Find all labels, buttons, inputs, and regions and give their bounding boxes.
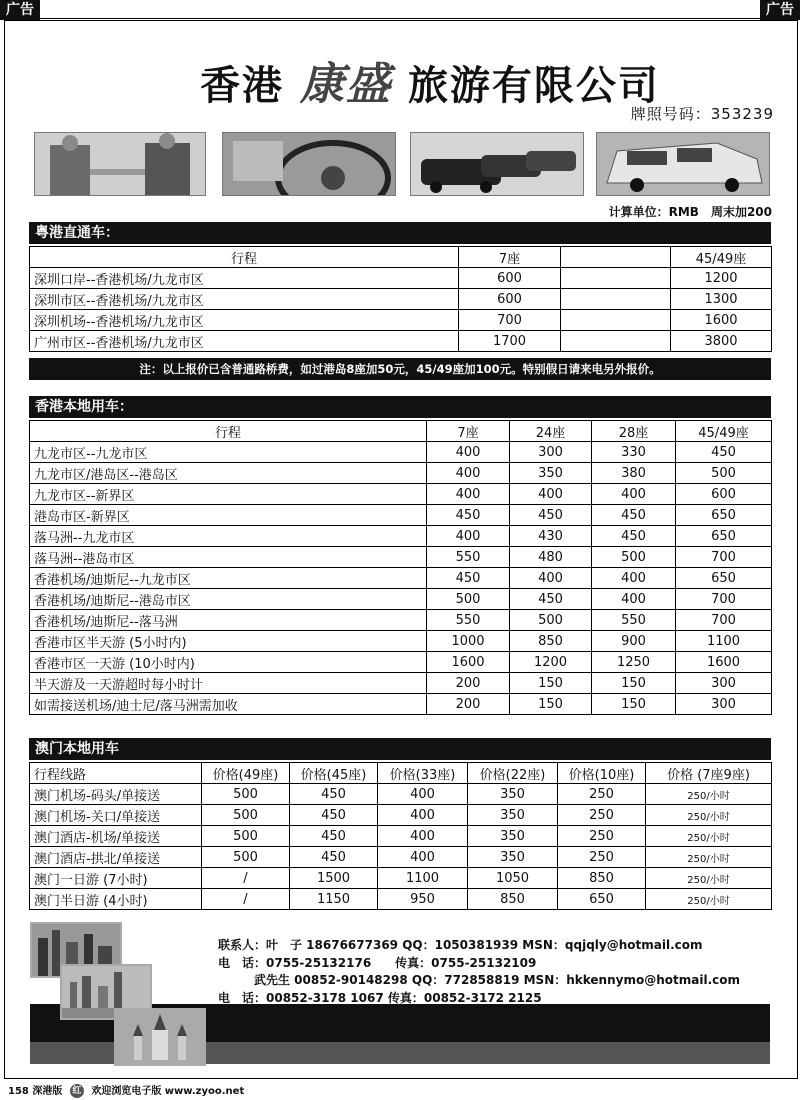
- gy-note: 注：以上报价已含普通路桥费，如过港岛8座加50元，45/49座加100元。特别假日请来电另外报价。: [29, 358, 771, 380]
- hk-section-title: 香港本地用车：: [29, 396, 771, 418]
- col-header-45: 45/49座: [676, 421, 772, 442]
- col-header-49: 价格(49座): [202, 763, 290, 784]
- price-cell: 850: [510, 631, 592, 652]
- contact-line-4: 电 话：00852-3178 1067 传真：00852-3172 2125: [218, 990, 542, 1005]
- gy-section-title: 粤港直通车：: [29, 222, 771, 244]
- price-cell: 1200: [510, 652, 592, 673]
- route-cell: 澳门酒店-拱北/单接送: [30, 847, 202, 868]
- price-cell: 700: [459, 310, 561, 331]
- edition-badge-icon: 红: [70, 1084, 84, 1098]
- route-cell: 半天游及一天游超时每小时计: [30, 673, 427, 694]
- footer-website: 欢迎浏览电子版 www.zyoo.net: [91, 1086, 245, 1097]
- table-row: [30, 289, 772, 310]
- price-cell: 600: [459, 289, 561, 310]
- company-brand: 康盛: [300, 59, 392, 110]
- price-cell: 450: [290, 805, 378, 826]
- price-cell: 250/小时: [646, 868, 772, 889]
- route-cell: 广州市区--香港机场/九龙市区: [30, 331, 459, 352]
- mo-section-title: 澳门本地用车: [29, 738, 771, 760]
- price-cell: 300: [510, 442, 592, 463]
- table-header-row: [30, 247, 772, 268]
- price-cell: 350: [468, 805, 558, 826]
- price-cell: 550: [427, 610, 510, 631]
- col-header-empty: [561, 247, 671, 268]
- col-header-24: 24座: [510, 421, 592, 442]
- table-row: [30, 463, 772, 484]
- ad-tag-right: 广告: [760, 0, 800, 20]
- license-number: 牌照号码：353239: [630, 105, 774, 123]
- price-cell: 250: [558, 805, 646, 826]
- table-row: [30, 673, 772, 694]
- landmark-photos: [30, 922, 210, 1062]
- table-row: [30, 868, 772, 889]
- price-cell: 650: [558, 889, 646, 910]
- price-cell: 150: [510, 673, 592, 694]
- route-cell: 九龙市区/港岛区--港岛区: [30, 463, 427, 484]
- table-row: [30, 484, 772, 505]
- route-cell: 香港市区半天游 (5小时内): [30, 631, 427, 652]
- price-cell: 1100: [676, 631, 772, 652]
- route-cell: 深圳口岸--香港机场/九龙市区: [30, 268, 459, 289]
- price-cell: [561, 310, 671, 331]
- table-row: [30, 442, 772, 463]
- price-cell: 150: [592, 673, 676, 694]
- price-cell: 950: [378, 889, 468, 910]
- price-cell: 550: [427, 547, 510, 568]
- table-row: [30, 889, 772, 910]
- col-header-route: 行程: [30, 421, 427, 442]
- route-cell: 澳门酒店-机场/单接送: [30, 826, 202, 847]
- contact-line-1: 联系人：叶 子 18676677369 QQ：1050381939 MSN：qqjqly@hotmail.com: [218, 938, 703, 952]
- price-cell: 400: [427, 484, 510, 505]
- col-header-7-9: 价格 (7座9座): [646, 763, 772, 784]
- price-cell: 650: [676, 526, 772, 547]
- price-cell: 650: [676, 568, 772, 589]
- price-cell: 300: [676, 694, 772, 715]
- price-cell: 1100: [378, 868, 468, 889]
- route-cell: 澳门机场-码头/单接送: [30, 784, 202, 805]
- price-cell: 650: [676, 505, 772, 526]
- table-row: [30, 652, 772, 673]
- price-cell: 500: [202, 784, 290, 805]
- table-row: [30, 331, 772, 352]
- price-cell: 450: [510, 589, 592, 610]
- price-cell: 400: [592, 568, 676, 589]
- col-header-28: 28座: [592, 421, 676, 442]
- col-header-route: 行程线路: [30, 763, 202, 784]
- photo-strip: [34, 132, 769, 194]
- price-cell: 250/小时: [646, 784, 772, 805]
- price-cell: 250/小时: [646, 847, 772, 868]
- page-footer: [8, 1082, 244, 1098]
- price-cell: 400: [378, 784, 468, 805]
- route-cell: 如需接送机场/迪士尼/落马洲需加收: [30, 694, 427, 715]
- price-cell: 450: [592, 526, 676, 547]
- col-header-45: 45/49座: [671, 247, 772, 268]
- price-cell: 400: [427, 463, 510, 484]
- table-row: [30, 805, 772, 826]
- price-cell: 300: [676, 673, 772, 694]
- mo-price-table: [29, 762, 772, 910]
- route-cell: 深圳市区--香港机场/九龙市区: [30, 289, 459, 310]
- price-cell: 1600: [676, 652, 772, 673]
- edition-label: 深港版: [32, 1086, 63, 1097]
- price-cell: 350: [468, 847, 558, 868]
- route-cell: 落马洲--港岛市区: [30, 547, 427, 568]
- table-row: [30, 568, 772, 589]
- price-cell: 500: [427, 589, 510, 610]
- price-cell: 350: [468, 784, 558, 805]
- price-cell: 250: [558, 847, 646, 868]
- page-number: 158: [8, 1086, 29, 1097]
- table-header-row: [30, 421, 772, 442]
- price-cell: 400: [427, 442, 510, 463]
- price-cell: 450: [290, 826, 378, 847]
- table-row: [30, 847, 772, 868]
- route-cell: 香港机场/迪斯尼--落马洲: [30, 610, 427, 631]
- company-name-post: 旅游有限公司: [407, 63, 660, 109]
- price-cell: 600: [459, 268, 561, 289]
- price-cell: 1700: [459, 331, 561, 352]
- price-cell: 1150: [290, 889, 378, 910]
- route-cell: 澳门机场-关口/单接送: [30, 805, 202, 826]
- table-row: [30, 589, 772, 610]
- hk-price-table: [29, 420, 772, 715]
- price-cell: 200: [427, 694, 510, 715]
- price-cell: 330: [592, 442, 676, 463]
- price-cell: 430: [510, 526, 592, 547]
- handshake-photo: [34, 132, 206, 196]
- col-header-10: 价格(10座): [558, 763, 646, 784]
- table-row: [30, 694, 772, 715]
- top-rule: [0, 18, 800, 19]
- price-cell: 250/小时: [646, 826, 772, 847]
- price-cell: 900: [592, 631, 676, 652]
- price-cell: 400: [510, 484, 592, 505]
- price-cell: [561, 268, 671, 289]
- price-cell: 500: [510, 610, 592, 631]
- gy-price-table: [29, 246, 772, 352]
- price-cell: 850: [558, 868, 646, 889]
- route-cell: 港岛市区-新界区: [30, 505, 427, 526]
- company-name-pre: 香港: [200, 63, 285, 109]
- price-cell: 1600: [671, 310, 772, 331]
- price-cell: 400: [592, 589, 676, 610]
- col-header-22: 价格(22座): [468, 763, 558, 784]
- price-cell: 500: [202, 805, 290, 826]
- steering-wheel-photo: [222, 132, 396, 196]
- price-cell: 700: [676, 589, 772, 610]
- table-row: [30, 310, 772, 331]
- price-cell: 250/小时: [646, 889, 772, 910]
- price-cell: 700: [676, 610, 772, 631]
- col-header-route: 行程: [30, 247, 459, 268]
- col-header-45: 价格(45座): [290, 763, 378, 784]
- price-cell: 380: [592, 463, 676, 484]
- col-header-33: 价格(33座): [378, 763, 468, 784]
- price-cell: 400: [378, 847, 468, 868]
- table-row: [30, 526, 772, 547]
- route-cell: 九龙市区--九龙市区: [30, 442, 427, 463]
- ad-tag-left: 广告: [0, 0, 40, 20]
- price-cell: /: [202, 889, 290, 910]
- price-cell: 250: [558, 826, 646, 847]
- table-row: [30, 631, 772, 652]
- price-cell: 450: [427, 568, 510, 589]
- price-cell: 450: [510, 505, 592, 526]
- price-cell: 400: [427, 526, 510, 547]
- calc-unit-note: 计算单位：RMB 周末加200: [608, 205, 772, 219]
- price-cell: 3800: [671, 331, 772, 352]
- price-cell: 400: [592, 484, 676, 505]
- contact-block: [218, 937, 740, 1007]
- price-cell: 550: [592, 610, 676, 631]
- price-cell: 250: [558, 784, 646, 805]
- price-cell: 450: [290, 784, 378, 805]
- price-cell: 1200: [671, 268, 772, 289]
- contact-line-3: 武先生 00852-90148298 QQ：772858819 MSN：hkkennymo@hotmail.com: [218, 973, 740, 987]
- price-cell: 150: [510, 694, 592, 715]
- cars-fleet-photo: [410, 132, 584, 196]
- castle-photo: [114, 1008, 206, 1066]
- route-cell: 落马洲--九龙市区: [30, 526, 427, 547]
- table-row: [30, 505, 772, 526]
- price-cell: 1250: [592, 652, 676, 673]
- price-cell: 1050: [468, 868, 558, 889]
- table-row: [30, 610, 772, 631]
- price-cell: 1500: [290, 868, 378, 889]
- route-cell: 澳门一日游 (7小时): [30, 868, 202, 889]
- col-header-7: 7座: [427, 421, 510, 442]
- price-cell: 700: [676, 547, 772, 568]
- van-photo: [596, 132, 770, 196]
- price-cell: 150: [592, 694, 676, 715]
- price-cell: 200: [427, 673, 510, 694]
- price-cell: 1300: [671, 289, 772, 310]
- price-cell: 500: [202, 847, 290, 868]
- table-row: [30, 268, 772, 289]
- table-row: [30, 547, 772, 568]
- price-cell: 400: [378, 826, 468, 847]
- contact-line-2: 电 话：0755-25132176 传真：0755-25132109: [218, 955, 537, 970]
- col-header-7: 7座: [459, 247, 561, 268]
- price-cell: 450: [592, 505, 676, 526]
- price-cell: 450: [676, 442, 772, 463]
- price-cell: 500: [202, 826, 290, 847]
- price-cell: 350: [468, 826, 558, 847]
- route-cell: 澳门半日游 (4小时): [30, 889, 202, 910]
- route-cell: 香港市区一天游 (10小时内): [30, 652, 427, 673]
- price-cell: 350: [510, 463, 592, 484]
- price-cell: 600: [676, 484, 772, 505]
- route-cell: 香港机场/迪斯尼--港岛市区: [30, 589, 427, 610]
- table-row: [30, 784, 772, 805]
- price-cell: 500: [592, 547, 676, 568]
- price-cell: /: [202, 868, 290, 889]
- route-cell: 深圳机场--香港机场/九龙市区: [30, 310, 459, 331]
- price-cell: 480: [510, 547, 592, 568]
- price-cell: 450: [427, 505, 510, 526]
- price-cell: [561, 289, 671, 310]
- route-cell: 香港机场/迪斯尼--九龙市区: [30, 568, 427, 589]
- price-cell: 400: [510, 568, 592, 589]
- price-cell: 500: [676, 463, 772, 484]
- table-row: [30, 826, 772, 847]
- table-header-row: [30, 763, 772, 784]
- price-cell: 1600: [427, 652, 510, 673]
- price-cell: 450: [290, 847, 378, 868]
- price-cell: 850: [468, 889, 558, 910]
- price-cell: 400: [378, 805, 468, 826]
- company-name: [150, 48, 710, 112]
- price-cell: 1000: [427, 631, 510, 652]
- price-cell: 250/小时: [646, 805, 772, 826]
- route-cell: 九龙市区--新界区: [30, 484, 427, 505]
- price-cell: [561, 331, 671, 352]
